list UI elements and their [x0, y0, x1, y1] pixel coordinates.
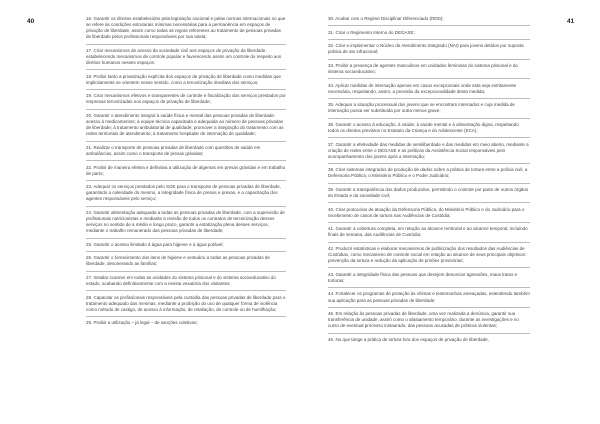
- list-item: 41. Garantir a cobertura completa, em relação ao alcance territorial e ao alcance temporal, incluindo finais de semana, das Audiências de Custódia;: [328, 226, 528, 238]
- list-item: 22. Proibir de maneira efetiva e definitiva a utilização de algemas em presas grávidas e em trabalho de parto;: [86, 164, 286, 176]
- divider: [86, 44, 286, 45]
- divider: [328, 98, 530, 99]
- divider: [86, 206, 286, 207]
- list-item: 25. Garantir o acesso ilimitado à água para higiene e à água potável;: [86, 241, 224, 247]
- divider: [86, 141, 286, 142]
- list-item: 33. Proibir a presença de agentes masculinos em unidades femininas do sistema prisional e do sistema socioeducativo;: [328, 62, 518, 74]
- list-item: 27. Instalar scanner em todas as unidades do sistema prisional e do sistema socioeducativo do estado, acabando definitivamente com a revista vexatória dos visitantes;: [86, 275, 276, 287]
- list-item: 19. Criar mecanismos efetivos e transparentes de controle e fiscalização dos serviços prestados por empresas terceirizadas nos espaços de privação de liberdade;: [86, 93, 286, 105]
- list-item: 20. Garantir o atendimento integral à saúde física e mental das pessoas privadas de liberdade: acesso à medicamentos; à equipe técnica capacitada e adequada ao número de pessoas privadas de liberdade; à tratamento ambulatorial de qualidade; promover a integração do tratamento com as redes territoriais de atendimento; à tratamento hospitalar de internação de qualidade;: [86, 112, 284, 137]
- list-item: 31. Criar o Regimento Interno do DEGASE;: [328, 29, 415, 35]
- divider: [86, 160, 286, 161]
- left-page-number: 40: [27, 18, 35, 25]
- divider: [328, 333, 530, 334]
- divider: [328, 183, 530, 184]
- list-item: 36. Garantir o acesso à educação, à saúde, à saúde mental e à alimentação digna, respeitando todos os direitos previstos no Estatuto da Criança e do Adolescente (ECA);: [328, 121, 519, 133]
- divider: [328, 267, 530, 268]
- divider: [86, 238, 286, 239]
- list-item: 16. Garantir os direitos estabelecidos pela legislação nacional e pelas normas internacionais no que se refere às condições estruturais mínimas necessárias para a permanência em espaços de privação de liberdade, assim como todas as regras referentes ao tratamento de pessoas privadas de liberdade pelos profissionais responsáveis por sua tutela;: [86, 16, 286, 40]
- divider: [86, 109, 286, 110]
- right-page-number: 41: [567, 18, 575, 25]
- divider: [328, 39, 530, 40]
- list-item: 34. Aplicar medidas de internação apenas em casos excepcionais onde esta seja estritamente necessária, respeitando, assim, a previsão da excepcionalidade desta medida;: [328, 82, 517, 94]
- divider: [328, 25, 530, 26]
- divider: [86, 89, 286, 90]
- divider: [328, 78, 530, 79]
- list-item: 39. Garantir a transparência dos dados produzidos, permitindo o controle por parte de outros órgãos do Estado e da sociedade civil;: [328, 186, 529, 199]
- list-item: 23. Adequar os serviços prestados pelo SOE para o transporte de pessoas privadas de liberdade, garantindo a celeridade do mesmo, a integridade física de presos e presas, e a capacitação dos agentes responsáveis pelo serviço;: [86, 184, 281, 202]
- divider: [86, 180, 286, 181]
- list-item: 17. Criar mecanismos de acesso da sociedade civil aos espaços de privação da liberdade, estabelecendo mecanismos de controle popular e favorecendo assim um controle do respeito aos direitos humanos nesses espaços;: [86, 47, 282, 66]
- divider: [328, 137, 530, 138]
- left-column: [86, 16, 286, 327]
- divider: [328, 307, 530, 308]
- list-item: 38. Criar sistemas integrados de produção de dados sobre a prática de tortura entre a polícia civil, a Defensoria Pública, o Ministério Público e o Poder Judiciário;: [328, 167, 528, 179]
- right-column: [328, 16, 530, 343]
- divider: [86, 251, 286, 252]
- list-item: 26. Garantir o fornecimento dos itens de higiene e vestuário a todas as pessoas privadas de liberdade, desonerando as famílias;: [86, 255, 270, 267]
- list-item: 18. Proibir tanto a privatização explícita dos espaços de privação de liberdade como medidas que implicitamente se orientem nesse sentido, como a terceirização imediata dos serviços;: [86, 73, 281, 85]
- list-item: 35. Adequar a situação processual dos jovens que se encontram internados e cuja medida de internação possa ser substituída por outra menos grave;: [328, 102, 515, 114]
- list-item: 24. Garantir alimentação adequada a todas as pessoas privadas de liberdade, com a supervisão de profissionais nutricionistas e mediante a revisão de todos os contratos de terceirização desses serviços no sentido de a médio e longo prazo, garantir a estatização plena desses serviços, mediante o trabalho remunerado das pessoas privadas de liberdade;: [86, 209, 285, 234]
- divider: [328, 287, 530, 288]
- list-item: 40. Criar protocolos de atuação da Defensoria Pública, do Ministério Público e do Judiciário para o recebimento de casos de tortura nas Audiências de Custódia;: [328, 206, 525, 218]
- list-item: 30. Acabar com o Regime Disciplinar Diferenciado (RDD);: [328, 16, 444, 21]
- list-item: 21. Realizar o transporte de pessoas privadas de liberdade com questões de saúde em ambulâncias, assim como o transporte de presas grávidas;: [86, 144, 261, 156]
- divider: [86, 290, 286, 291]
- list-item: 43. Garantir a integridade física das pessoas que desejem denunciar agressões, maus tratos e torturas;: [328, 271, 518, 283]
- divider: [328, 222, 530, 223]
- divider: [328, 118, 530, 119]
- list-item: 46. No que tange a prática de tortura fora dos espaços de privação de liberdade,: [328, 336, 489, 342]
- divider: [86, 271, 286, 272]
- list-item: 29. Proibir a utilização – já legal – de sanções coletivas;: [86, 320, 198, 326]
- list-item: 28. Capacitar os profissionais responsáveis pela custódia das pessoas privadas de liberdade para o tratamento adequado das mesmas, mediante a proibição do uso de qualquer forma de violência como método de castigo, de acesso à informação, de retaliação, de controle ou de humilhação;: [86, 294, 286, 312]
- divider: [328, 163, 530, 164]
- divider: [328, 242, 530, 243]
- list-item: 45. Em relação às pessoas privadas de liberdade, uma vez realizada a denúncia, garantir sua transferência de unidade, assim como o afastamento temporário, durante as investigações e no curso de eventual processo instaurado, das pessoas acusadas de práticas violentas;: [328, 311, 519, 329]
- divider: [86, 316, 286, 317]
- list-item: 42. Produzir estatísticas e elaborar mecanismos de publicização dos resultados das Audiências de Custódias, como mecanismo de controle social em relação ao alcance de seus principais objetivos: prevenção da tortura e redução da aplicação de prisões provisórias;: [328, 245, 527, 264]
- list-item: 32. Criar e implementar o Núcleo de Atendimento Integrado (NAI) para jovens detidos por suposta prática de ato infracional;: [328, 43, 524, 55]
- divider: [328, 202, 530, 203]
- list-item: 37. Garantir a efetividade das medidas de semiliberdade e das medidas em meio aberto, mediante a criação de redes entre o DEGASE e as políticas da Assistência Social responsáveis pelo acompanhamento dos jovens após a internação;: [328, 141, 529, 159]
- divider: [86, 69, 286, 70]
- list-item: 44. Fortalecer os programas de proteção às vítimas e testemunhas ameaçadas, estendendo também sua aplicação para as pessoas privadas de liberdade;: [328, 291, 530, 303]
- divider: [328, 59, 530, 60]
